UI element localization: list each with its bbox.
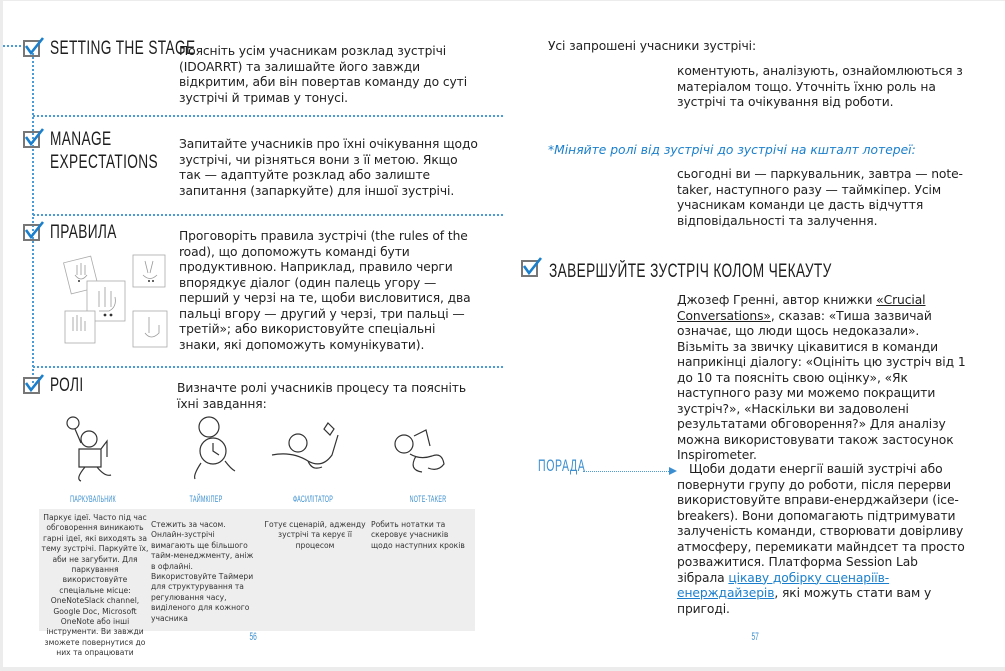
checkbox-checked-icon <box>23 374 41 392</box>
role-label-facilitator: ФАСИЛІТАТОР <box>292 494 334 504</box>
section-divider <box>33 214 503 216</box>
tip-arrow-line <box>583 471 671 472</box>
section-divider <box>33 115 503 117</box>
section-text-rules: Проговоріть правила зустрічі (the rules of the road), що допоможуть команді бути продуктивною. Наприклад, правило черги впорядкує діалог (один палець угору — перший у черзі на те, щоби висловитися, два пальці вгору — другий у черзі, три пальці — третій»; або використовуйте спеціальні знаки, які допоможуть комунікувати). <box>179 229 471 352</box>
section-heading-manage: MANAGE <box>50 129 112 150</box>
role-label-timekeeper: ТАЙМКІПЕР <box>189 494 223 504</box>
checkout-text-suffix: , сказав: «Тиша зазвичай означає, що люди щось недоказали». Візьміть за звичку цікавитися в команди наприкінці діалогу: «Оцініть цю зустріч від 1 до 10 та поясніть свою оцінку», «Як наступного разу ми можемо покращити зустріч?», «Наскільки ви задоволені результатами обговорення?» Для аналізу можна використовувати також застосунок Inspirometer. <box>677 308 966 462</box>
hand-signs-illustration <box>61 251 179 351</box>
crucial-conversations-link[interactable]: «Crucial Conversations» <box>677 293 926 323</box>
checkbox-checked-icon <box>23 221 41 239</box>
participants-intro: Усі запрошені учасники зустрічі: <box>548 39 756 53</box>
tip-text-suffix: , які можуть стати вам у пригоді. <box>677 586 932 616</box>
checkbox-checked-icon <box>23 37 41 55</box>
role-description-note-taker: Робить нотатки та скеровує учасників щодо наступних кроків <box>371 520 465 550</box>
left-page <box>3 1 503 667</box>
page-number-left: 56 <box>249 631 257 643</box>
facilitator-astronaut-illustration <box>268 419 348 479</box>
timekeeper-astronaut-illustration <box>183 413 243 485</box>
rotate-roles-text: сьогодні ви — паркувальник, завтра — note-taker, наступного разу — таймкіпер. Усім учасникам команди це дасть відчуття відповідальності та залучення. <box>677 167 963 228</box>
role-label-parker: ПАРКУВАЛЬНИК <box>70 494 116 504</box>
tip-text-prefix: Щоби додати енергії вашій зустрічі або повернути групу до роботи, після перерви використовуйте вправи-енерджайзери (ice-breakers). Вони допомагають підтримувати залученість команди, створювати довірливу атмосферу, перемикати майндсет та просто розважитися. Платформа Session Lab зібрала <box>677 462 965 585</box>
checkbox-checked-icon <box>23 128 41 146</box>
section-text-setting-the-stage: Поясніть усім учасникам розклад зустрічі (IDOARRT) та залишайте його завжди відкритим, аби він повертав команду до суті зустрічі й тримав у тонусі. <box>179 44 468 105</box>
section-text-roles: Визначте ролі учасників процесу та поясніть їхні завдання: <box>177 381 466 411</box>
section-heading-rules: ПРАВИЛА <box>50 222 117 243</box>
section-divider <box>33 366 503 368</box>
tip-text <box>677 462 967 617</box>
section-text-manage-expectations: Запитайте учасників про їхні очікування щодо зустрічі, чи різняться вони з її метою. Якщо так — адаптуйте розклад або залиште запитання (запаркуйте) для іншої зустрічі. <box>179 137 478 198</box>
rotate-roles-note: *Міняйте ролі від зустрічі до зустрічі на кшталт лотереї: <box>548 143 916 157</box>
parker-astronaut-illustration <box>61 413 121 485</box>
role-description-timekeeper: Стежить за часом. Онлайн-зустрічі вимагають ще більшого тайм-менеджменту, аніж в офлайні. Використовуйте Таймери для структурування та регулювання часу, виділеного для кожного учасника <box>151 520 254 623</box>
tip-arrow-icon <box>669 467 677 475</box>
note-taker-astronaut-illustration <box>388 426 448 478</box>
tip-label: ПОРАДА <box>538 456 586 475</box>
energizers-link[interactable]: цікаву добірку сценаріїв-енерждайзерів <box>677 570 890 600</box>
checkbox-checked-icon <box>521 257 539 275</box>
section-heading-roles: РОЛІ <box>50 375 84 396</box>
participants-text: коментують, аналізують, ознайомлюються з матеріалом тощо. Уточніть їхню роль на зустрічі та очікування від роботи. <box>677 64 963 109</box>
page-number-right: 57 <box>751 631 759 643</box>
right-page <box>503 1 1005 667</box>
role-description-facilitator: Готує сценарій, адженду зустрічі та керує її процесом <box>264 520 366 550</box>
timeline-line <box>32 53 34 383</box>
section-heading-checkout: ЗАВЕРШУЙТЕ ЗУСТРІЧ КОЛОМ ЧЕКАУТУ <box>549 261 832 282</box>
role-description-parker: Паркує ідеї. Часто під час обговорення виникають гарні ідеї, які виходять за тему зустрічі. Паркуйте їх, аби не загубити. Для паркування використовуйте спеціальне місце: OneNoteSlack channel, Google Doc, Microsoft OneNote або інші інструменти. Ви завжди зможете повернутися до них та опрацювати <box>41 513 149 658</box>
checkout-text <box>677 293 967 464</box>
checkout-text-prefix: Джозеф Гренні, автор книжки <box>677 293 877 307</box>
section-heading-setting-the-stage: SETTING THE STAGE <box>50 38 196 59</box>
section-heading-expectations: EXPECTATIONS <box>50 152 158 173</box>
role-label-note-taker: NOTE-TAKER <box>409 494 447 504</box>
timeline-lead <box>3 45 21 47</box>
